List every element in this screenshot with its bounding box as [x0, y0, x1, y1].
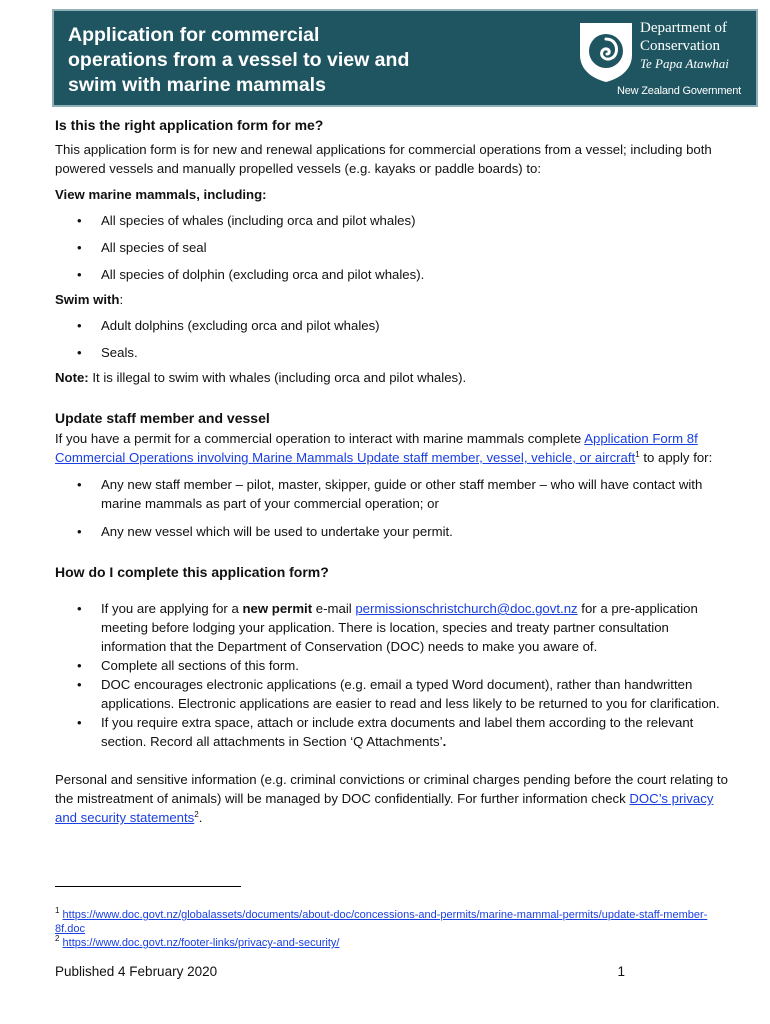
- list-item: [55, 599, 735, 656]
- intro-paragraph: This application form is for new and renewal applications for commercial operations from a vessel; including both powered vessels and manually propelled vessels (e.g. kayaks or paddle boards) to:: [55, 142, 712, 176]
- swim-heading: [55, 290, 735, 309]
- department-wordmark: [640, 19, 729, 73]
- swim-colon: :: [119, 292, 124, 307]
- header-banner: [52, 9, 758, 107]
- page-number: 1: [617, 964, 625, 979]
- footnote-number: 2: [55, 934, 60, 943]
- footnote-2: [55, 936, 735, 950]
- list-item: • All species of dolphin (excluding orca and pilot whales).: [55, 265, 735, 284]
- update-text-end: to apply for:: [639, 450, 713, 465]
- item-text: If you are applying for a: [101, 601, 243, 616]
- item-end: .: [442, 734, 447, 749]
- section-heading: Update staff member and vessel: [55, 410, 270, 426]
- list-item: • Any new staff member – pilot, master, skipper, guide or other staff member – who will have contact with marine mammals as part of your commercial operation; or: [55, 475, 735, 513]
- list-item: • All species of whales (including orca and pilot whales): [55, 211, 735, 230]
- footnote-divider: [55, 886, 241, 887]
- permissions-email-link[interactable]: permissionschristchurch@doc.govt.nz: [355, 601, 578, 616]
- footnote-1: [55, 908, 735, 936]
- doc-logo-icon: [576, 21, 636, 83]
- list-item: • DOC encourages electronic applications (e.g. email a typed Word document), rather than handwritten applications. Electronic applications are easier to read and less likely to be returned to you for clarification.: [55, 675, 735, 713]
- list-item: • Adult dolphins (excluding orca and pilot whales): [55, 316, 735, 335]
- title-line: operations from a vessel to view and: [68, 49, 410, 71]
- note-text: It is illegal to swim with whales (including orca and pilot whales).: [88, 370, 467, 385]
- section-heading: Is this the right application form for me?: [55, 117, 324, 133]
- swim-label: Swim with: [55, 292, 120, 307]
- item-text: e-mail: [312, 601, 356, 616]
- privacy-statements-link[interactable]: DOC’s privacy and security statements: [55, 791, 714, 825]
- privacy-end: .: [198, 810, 203, 825]
- privacy-text: Personal and sensitive information (e.g. criminal convictions or criminal charges pending before the court relating to the mistreatment of animals) will be managed by DOC confidentially. For further information check: [55, 772, 728, 806]
- page-title: [68, 23, 498, 98]
- footnote-number: 1: [55, 906, 60, 915]
- section-heading: How do I complete this application form?: [55, 564, 329, 580]
- footnotes: [55, 908, 735, 950]
- published-date: Published 4 February 2020: [55, 964, 218, 979]
- footnote-2-link[interactable]: https://www.doc.govt.nz/footer-links/privacy-and-security/: [62, 937, 340, 949]
- page-footer: [55, 964, 625, 979]
- list-item: • All species of seal: [55, 238, 735, 257]
- application-form-8f-link[interactable]: Application Form 8f Commercial Operations involving Marine Mammals Update staff member, vessel, vehicle, or aircraft: [55, 431, 698, 465]
- note-label: Note:: [55, 370, 89, 385]
- list-item: • Any new vessel which will be used to undertake your permit.: [55, 522, 735, 541]
- instructions-list: [55, 599, 735, 751]
- footnote-ref: 1: [635, 450, 640, 459]
- title-line: Application for commercial: [68, 24, 320, 46]
- footnote-ref: 2: [194, 810, 199, 819]
- nz-government-wordmark: New Zealand Government: [617, 85, 741, 97]
- item-bold: new permit: [242, 601, 313, 616]
- department-line: Department of: [640, 20, 728, 36]
- title-line: swim with marine mammals: [68, 74, 326, 96]
- view-heading: View marine mammals, including:: [55, 187, 267, 202]
- list-item: [55, 713, 735, 751]
- view-list: [55, 211, 735, 284]
- note-paragraph: [55, 368, 735, 387]
- update-text: If you have a permit for a commercial operation to interact with marine mammals complete: [55, 431, 585, 446]
- item-text: If you require extra space, attach or include extra documents and label them according to the relevant section. Record all attachments in Section ‘Q Attachments’: [101, 715, 694, 749]
- privacy-paragraph: [55, 770, 735, 827]
- department-maori-name: Te Papa Atawhai: [640, 56, 729, 71]
- list-item: • Complete all sections of this form.: [55, 656, 735, 675]
- list-item: • Seals.: [55, 343, 735, 362]
- department-line: Conservation: [640, 38, 720, 54]
- update-paragraph: [55, 429, 735, 467]
- update-list: [55, 475, 735, 541]
- swim-list: [55, 316, 735, 362]
- footnote-1-link[interactable]: https://www.doc.govt.nz/globalassets/documents/about-doc/concessions-and-permits/marine-mammal-permits/update-staff-member-8f.doc: [55, 909, 708, 935]
- document-body: [55, 112, 735, 827]
- item-text: for a pre-application meeting before lodging your application. There is location, species and treaty partner consultation information that the Department of Conservation (DOC) needs to make you aware of.: [101, 601, 698, 654]
